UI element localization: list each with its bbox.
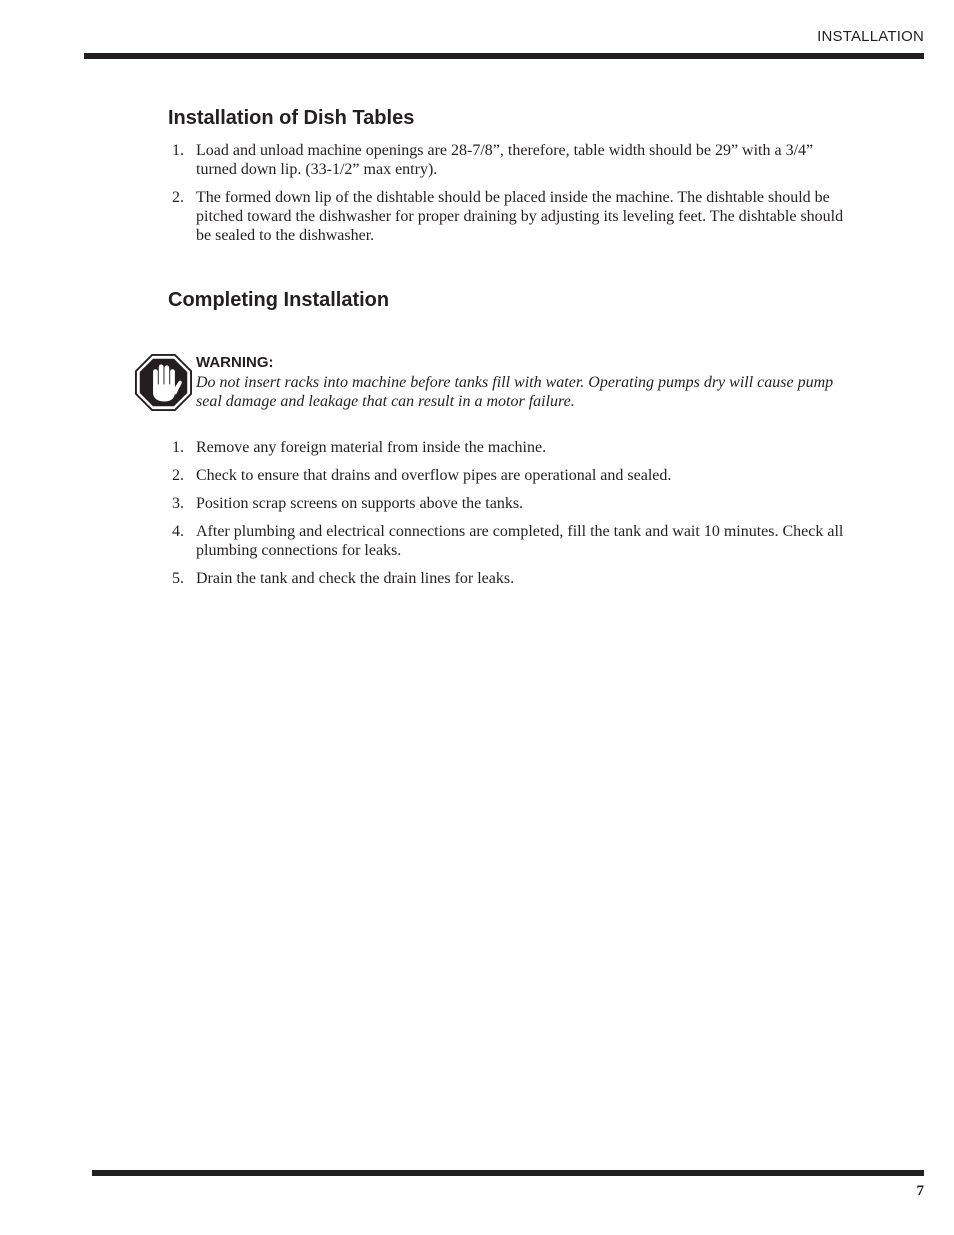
step-number: 2. [172,467,184,484]
list-item [168,141,848,179]
warning-text: Do not insert racks into machine before tanks fill with water. Operating pumps dry will cause pump seal damage and leakage that can result in a motor failure. [196,374,834,410]
step-number: 3. [172,495,184,512]
list-item [168,569,848,588]
header-rule [84,53,924,59]
footer-rule [92,1170,924,1176]
list-item [168,438,848,457]
step-number: 2. [172,189,184,206]
completing-installation-steps [168,438,848,597]
step-text: Drain the tank and check the drain lines for leaks. [196,570,515,587]
stop-hand-icon [135,354,192,411]
dish-tables-steps [168,141,848,254]
step-text: Position scrap screens on supports above the tanks. [196,495,524,512]
step-number: 1. [172,439,184,456]
header-section-label: INSTALLATION [817,28,924,45]
step-text: The formed down lip of the dishtable should be placed inside the machine. The dishtable should be pitched toward the dishwasher for proper draining by adjusting its leveling feet. The dishtable should be sealed to the dishwasher. [196,189,844,244]
list-item [168,466,848,485]
page-number: 7 [916,1183,924,1199]
section-title-completing-installation: Completing Installation [168,289,390,311]
step-number: 4. [172,523,184,540]
step-number: 1. [172,142,184,159]
step-text: Remove any foreign material from inside the machine. [196,439,547,456]
step-text: After plumbing and electrical connections are completed, fill the tank and wait 10 minutes. Check all plumbing connections for leaks. [196,523,844,559]
warning-title: WARNING: [196,354,274,371]
section-title-dish-tables: Installation of Dish Tables [168,107,415,129]
step-text: Check to ensure that drains and overflow pipes are operational and sealed. [196,467,672,484]
list-item [168,494,848,513]
step-text: Load and unload machine openings are 28-7/8”, therefore, table width should be 29” with a 3/4” turned down lip. (33-1/2” max entry). [196,142,814,178]
list-item [168,188,848,245]
step-number: 5. [172,570,184,587]
list-item [168,522,848,560]
